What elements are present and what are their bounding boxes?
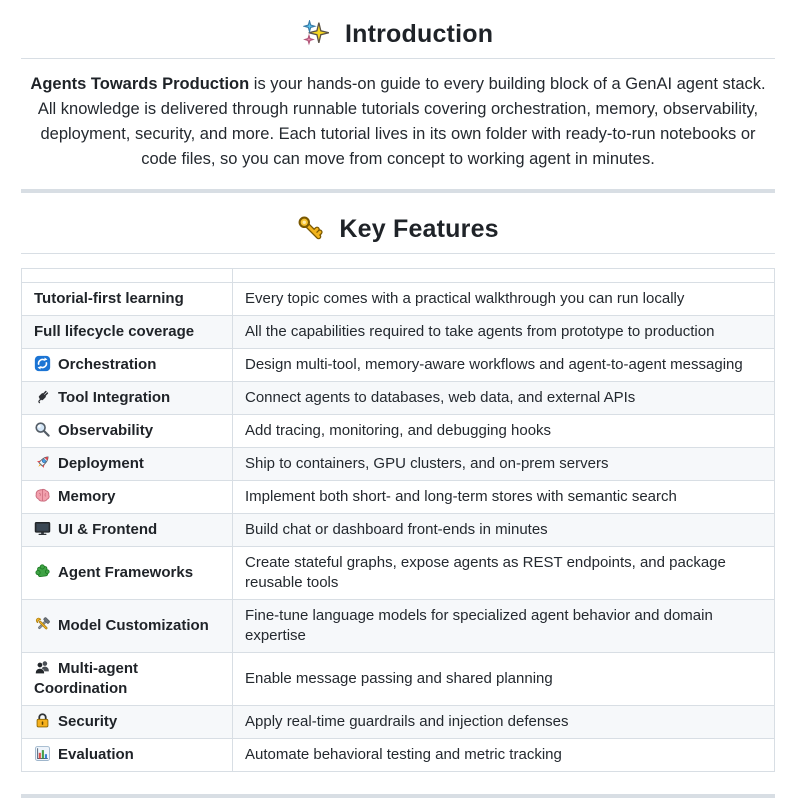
table-row [22, 415, 775, 448]
feature-name-label: Full lifecycle coverage [34, 323, 195, 340]
feature-name-cell [22, 739, 233, 772]
feature-description-cell: Every topic comes with a practical walkthrough you can run locally [233, 283, 775, 316]
features-table [21, 268, 775, 772]
sparkles-icon [303, 20, 329, 46]
feature-name-label: Security [58, 713, 118, 730]
intro-lead-rest: is your hands-on guide to every building block of a GenAI agent stack. [249, 75, 766, 93]
feature-name-cell [22, 382, 233, 415]
intro-lead-bold: Agents Towards Production [30, 75, 250, 93]
feature-description-cell: All the capabilities required to take agents from prototype to production [233, 316, 775, 349]
feature-name-cell [22, 514, 233, 547]
feature-name-label: Orchestration [58, 356, 157, 373]
table-row [22, 653, 775, 706]
introduction-heading [21, 20, 775, 59]
table-row [22, 547, 775, 600]
header-row [22, 269, 775, 283]
table-row [22, 283, 775, 316]
feature-description-cell: Connect agents to databases, web data, and external APIs [233, 382, 775, 415]
feature-description-cell: Apply real-time guardrails and injection defenses [233, 706, 775, 739]
feature-name-label: Model Customization [58, 617, 209, 634]
bar-chart-icon [34, 745, 51, 762]
feature-name-label: Evaluation [58, 746, 134, 763]
feature-name-cell [22, 706, 233, 739]
feature-column-header [22, 269, 233, 283]
feature-name-cell [22, 349, 233, 382]
feature-name-label: UI & Frontend [58, 521, 158, 538]
feature-name-cell [22, 481, 233, 514]
rocket-icon [34, 454, 51, 471]
table-row [22, 448, 775, 481]
table-row [22, 481, 775, 514]
table-row [22, 382, 775, 415]
feature-description-cell: Implement both short- and long-term stores with semantic search [233, 481, 775, 514]
feature-description-cell: Enable message passing and shared planning [233, 653, 775, 706]
table-row [22, 600, 775, 653]
magnifier-icon [34, 421, 51, 438]
key-features-section [21, 215, 775, 772]
intro-paragraph [25, 72, 771, 172]
feature-name-cell [22, 653, 233, 706]
feature-name-label: Tutorial-first learning [34, 290, 184, 307]
feature-name-label: Memory [58, 488, 116, 505]
feature-name-label: Agent Frameworks [58, 564, 194, 581]
introduction-section [21, 20, 775, 172]
description-column-header [233, 269, 775, 283]
feature-description-cell: Build chat or dashboard front-ends in minutes [233, 514, 775, 547]
key-features-heading-label: Key Features [339, 215, 499, 243]
feature-name-cell [22, 316, 233, 349]
feature-name-label: Deployment [58, 455, 144, 472]
feature-description-cell: Fine-tune language models for specialized agent behavior and domain expertise [233, 600, 775, 653]
features-table-header [22, 269, 775, 283]
busts-icon [34, 659, 51, 676]
feature-name-cell [22, 547, 233, 600]
key-icon [297, 215, 323, 241]
feature-name-label: Tool Integration [58, 389, 171, 406]
feature-description-cell: Automate behavioral testing and metric tracking [233, 739, 775, 772]
feature-name-cell [22, 283, 233, 316]
orchestration-arrows-icon [34, 355, 51, 372]
feature-name-cell [22, 600, 233, 653]
puzzle-icon [34, 563, 51, 580]
feature-name-label: Multi-agent Coordination [34, 660, 138, 697]
table-row [22, 349, 775, 382]
feature-description-cell: Design multi-tool, memory-aware workflows and agent-to-agent messaging [233, 349, 775, 382]
table-row [22, 739, 775, 772]
features-table-body [22, 283, 775, 772]
introduction-heading-label: Introduction [344, 20, 494, 48]
feature-description-cell: Create stateful graphs, expose agents as REST endpoints, and package reusable tools [233, 547, 775, 600]
plug-icon [34, 388, 51, 405]
feature-description-cell: Add tracing, monitoring, and debugging hooks [233, 415, 775, 448]
section-divider [21, 189, 775, 193]
bottom-divider [21, 794, 775, 798]
brain-icon [34, 487, 51, 504]
table-row [22, 514, 775, 547]
feature-name-label: Observability [58, 422, 154, 439]
feature-name-cell [22, 415, 233, 448]
lock-icon [34, 712, 51, 729]
feature-description-cell: Ship to containers, GPU clusters, and on-prem servers [233, 448, 775, 481]
feature-name-cell [22, 448, 233, 481]
key-features-heading [21, 215, 775, 254]
table-row [22, 316, 775, 349]
table-row [22, 706, 775, 739]
hammer-wrench-icon [34, 616, 51, 633]
desktop-icon [34, 520, 51, 537]
intro-body-text: All knowledge is delivered through runnable tutorials covering orchestration, memory, observability, deployment, security, and more. Each tutorial lives in its own folder with ready-to-run notebooks or code files, so you can move from concept to working agent in minutes. [37, 100, 759, 168]
